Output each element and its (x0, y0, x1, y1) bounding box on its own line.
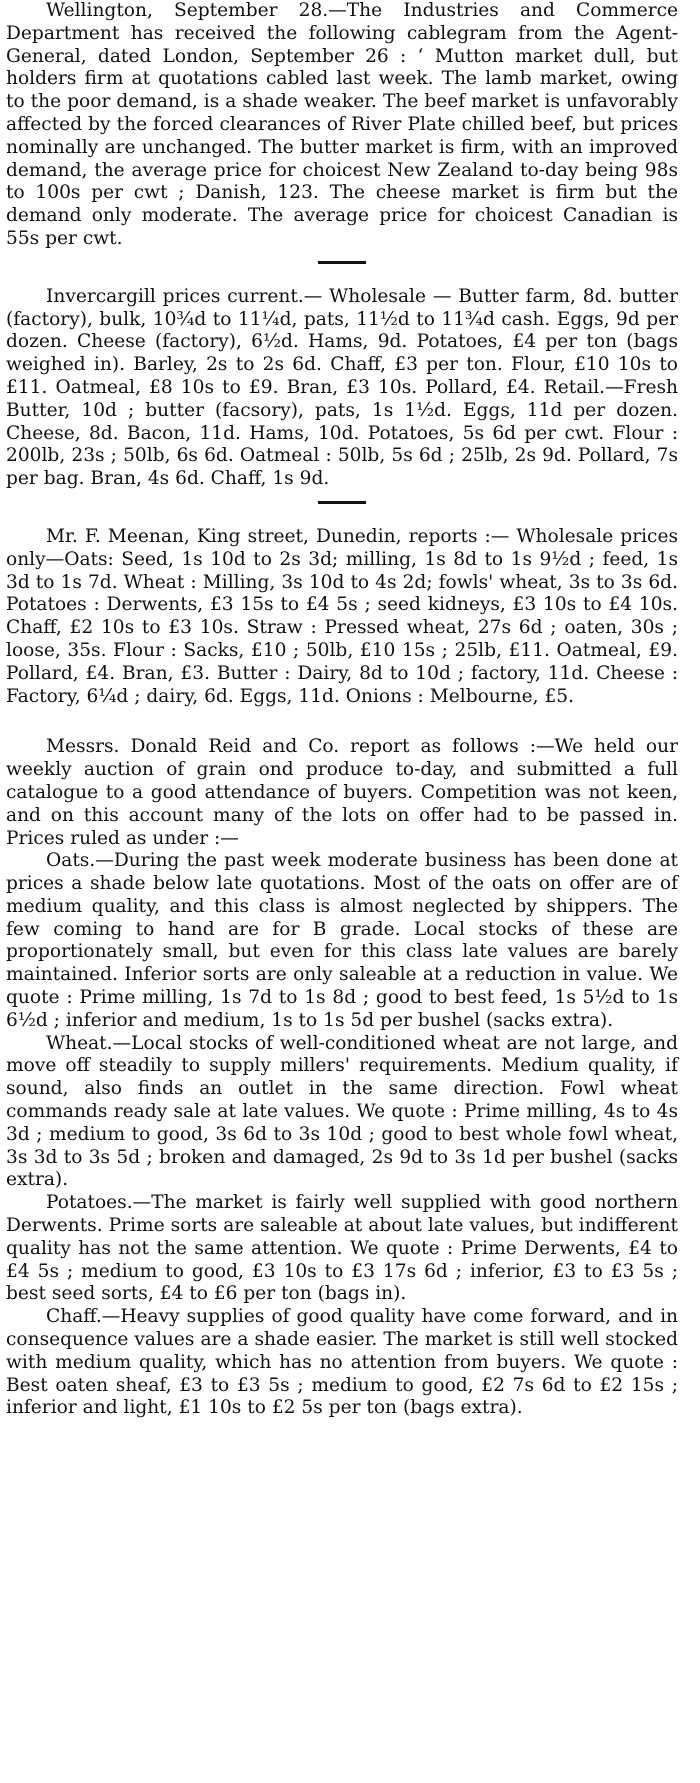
wellington-cable-paragraph: Wellington, September 28.—The Industries and Commerce Department has received the following cablegram from the Agent-General, dated London, September 26 : ‘ Mutton market dull, but holders firm at quotations cabled last week. The lamb market, owing to the poor demand, is a shade weaker. The beef market is unfavorably affected by the forced clearances of River Plate chilled beef, but prices nominally are unchanged. The butter market is firm, with an improved demand, the average price for choicest New Zealand to-day being 98s to 100s per cwt ; Danish, 123. The cheese market is firm but the demand only moderate. The average price for choicest Canadian is 55s per cwt. (6, 0, 678, 249)
meenan-report-paragraph: Mr. F. Meenan, King street, Dunedin, reports :— Wholesale prices only—Oats: Seed, 1s 10d to 2s 3d; milling, 1s 8d to 1s 9½d ; feed, 1s 3d to 1s 7d. Wheat : Milling, 3s 10d to 4s 2d; fowls' wheat, 3s to 3s 6d. Potatoes : Derwents, £3 15s to £4 5s ; seed kidneys, £3 10s to £4 10s. Chaff, £2 10s to £3 10s. Straw : Pressed wheat, 27s 6d ; oaten, 30s ; loose, 35s. Flour : Sacks, £10 ; 50lb, £10 15s ; 25lb, £11. Oatmeal, £9. Pollard, £4. Bran, £3. Butter : Dairy, 8d to 10d ; factory, 11d. Cheese : Factory, 6¼d ; dairy, 6d. Eggs, 11d. Onions : Melbourne, £5. (6, 525, 678, 707)
oats-paragraph: Oats.—During the past week moderate business has been done at prices a shade below late quotations. Most of the oats on offer are of medium quality, and this class is almost neglected by shippers. The few coming to hand are for B grade. Local stocks of these are proportionately small, but even for this class late values are barely maintained. Inferior sorts are only saleable at a reduction in value. We quote : Prime milling, 1s 7d to 1s 8d ; good to best feed, 1s 5½d to 1s 6½d ; inferior and medium, 1s to 1s 5d per bushel (sacks extra). (6, 850, 678, 1031)
donald-reid-intro-paragraph: Messrs. Donald Reid and Co. report as follows :—We held our weekly auction of grain ond produce to-day, and submitted a full catalogue to a good attendance of buyers. Competition was not keen, and on this account many of the lots on offer had to be passed in. Prices ruled as under :— (6, 736, 678, 849)
wheat-paragraph: Wheat.—Local stocks of well-conditioned wheat are not large, and move off steadily to supply millers' requirements. Medium quality, if sound, also finds an outlet in the same direction. Fowl wheat commands ready sale at late values. We quote : Prime milling, 4s to 4s 3d ; medium to good, 3s 6d to 3s 10d ; good to best whole fowl wheat, 3s 3d to 3s 5d ; broken and damaged, 2s 9d to 3s 1d per bushel (sacks extra). (6, 1032, 678, 1191)
potatoes-paragraph: Potatoes.—The market is fairly well supplied with good northern Derwents. Prime sorts are saleable at about late values, but indifferent quality has not the same attention. We quote : Prime Derwents, £4 to £4 5s ; medium to good, £3 10s to £3 17s 6d ; inferior, £3 to £3 5s ; best seed sorts, £4 to £6 per ton (bags in). (6, 1192, 678, 1305)
newspaper-column (6, 0, 678, 1420)
section-gap (6, 708, 678, 736)
section-divider (318, 261, 366, 264)
invercargill-prices-paragraph: Invercargill prices current.— Wholesale — Butter farm, 8d. butter (factory), bulk, 10¾d to 11¼d, pats, 11½d to 11¾d cash. Eggs, 9d per dozen. Cheese (factory), 6½d. Hams, 9d. Potatoes, £4 per ton (bags weighed in). Barley, 2s to 2s 6d. Chaff, £3 per ton. Flour, £10 10s to £11. Oatmeal, £8 10s to £9. Bran, £3 10s. Pollard, £4. Retail.—Fresh Butter, 10d ; butter (facsory), pats, 1s 1½d. Eggs, 11d per dozen. Cheese, 8d. Bacon, 11d. Hams, 10d. Potatoes, 5s 6d per cwt. Flour : 200lb, 23s ; 50lb, 6s 6d. Oatmeal : 50lb, 5s 6d ; 25lb, 2s 9d. Pollard, 7s per bag. Bran, 4s 6d. Chaff, 1s 9d. (6, 285, 678, 490)
chaff-paragraph: Chaff.—Heavy supplies of good quality have come forward, and in consequence values are a shade easier. The market is still well stocked with medium quality, which has no attention from buyers. We quote : Best oaten sheaf, £3 to £3 5s ; medium to good, £2 7s 6d to £2 15s ; inferior and light, £1 10s to £2 5s per ton (bags extra). (6, 1306, 678, 1419)
section-divider (318, 501, 366, 504)
